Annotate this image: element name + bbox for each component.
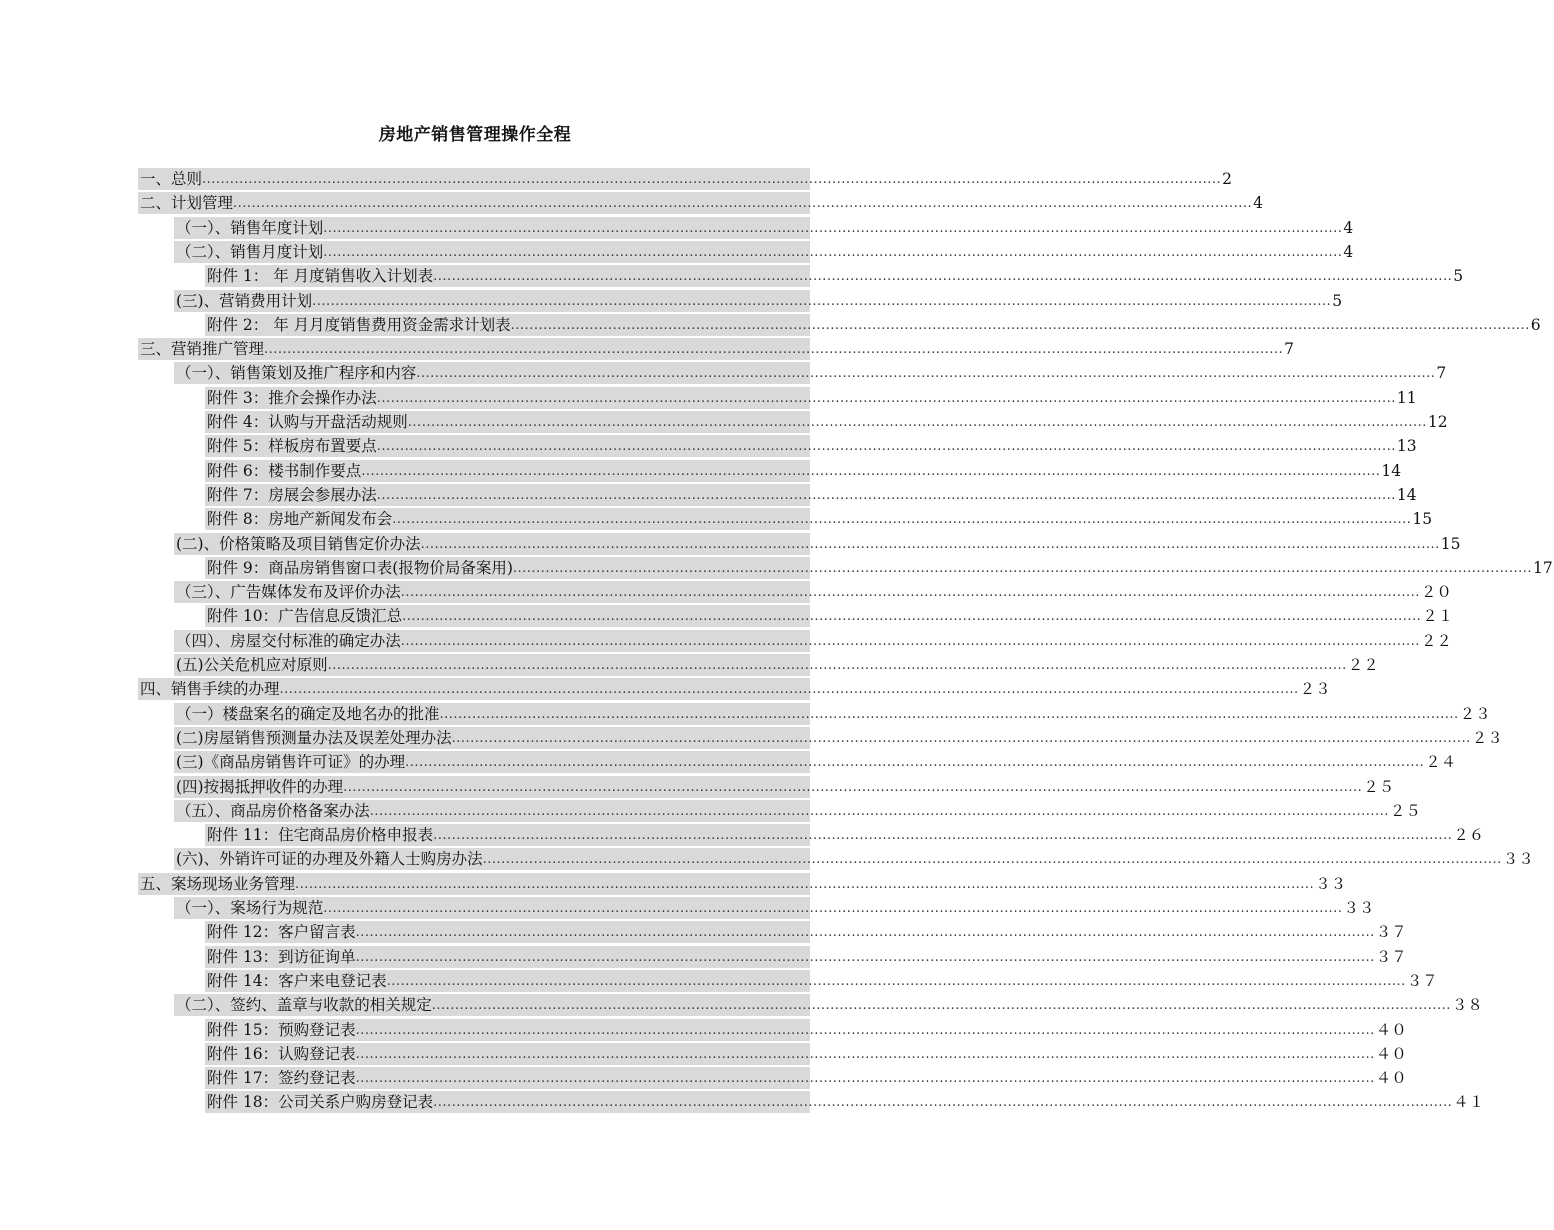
toc-entry[interactable] xyxy=(174,290,1343,312)
toc-entry[interactable] xyxy=(205,1019,1407,1041)
toc-entry-page: ２２ xyxy=(1420,631,1452,650)
toc-dot-leader: ............................................................................................................................................................................................................................ xyxy=(361,463,1381,479)
toc-entry-page: 4 xyxy=(1343,218,1354,237)
toc-dot-leader: ............................................................................................................................................................................................................................ xyxy=(323,244,1343,260)
toc-entry-page: ４０ xyxy=(1375,1020,1407,1039)
toc-dot-leader: ............................................................................................................................................................................................................................ xyxy=(431,998,1451,1014)
toc-entry-label: 附件 16：认购登记表 xyxy=(207,1044,356,1063)
toc-entry-page: ３７ xyxy=(1375,923,1407,942)
toc-entry-label: 附件 8：房地产新闻发布会 xyxy=(207,510,393,529)
toc-entry-page: ２５ xyxy=(1363,777,1395,796)
toc-entry[interactable] xyxy=(138,338,1295,360)
toc-entry[interactable] xyxy=(138,678,1331,700)
toc-dot-leader: ............................................................................................................................................................................................................................ xyxy=(451,730,1471,746)
toc-dot-leader: ............................................................................................................................................................................................................................ xyxy=(233,196,1253,212)
toc-dot-leader: ............................................................................................................................................................................................................................ xyxy=(355,1022,1375,1038)
toc-entry-page: 11 xyxy=(1396,388,1417,407)
toc-entry[interactable] xyxy=(174,533,1461,555)
toc-entry-page: 7 xyxy=(1436,364,1447,383)
toc-entry-page: ４０ xyxy=(1375,1044,1407,1063)
toc-entry[interactable] xyxy=(205,921,1407,943)
toc-entry[interactable] xyxy=(205,1043,1407,1065)
toc-entry-page: 17 xyxy=(1533,558,1553,577)
toc-entry[interactable] xyxy=(205,1067,1407,1089)
toc-dot-leader: ............................................................................................................................................................................................................................ xyxy=(264,342,1284,358)
toc-dot-leader: ............................................................................................................................................................................................................................ xyxy=(512,560,1533,576)
toc-entry-label: 附件 17：签约登记表 xyxy=(207,1069,356,1088)
toc-dot-leader: ............................................................................................................................................................................................................................ xyxy=(355,949,1375,965)
toc-entry-label: 附件 2： 年 月月度销售费用资金需求计划表 xyxy=(207,315,511,334)
toc-entry[interactable] xyxy=(174,727,1503,749)
toc-entry-label: (五)公关危机应对原则 xyxy=(176,656,328,674)
toc-entry-page: ３７ xyxy=(1375,947,1407,966)
toc-entry-page: ３３ xyxy=(1502,850,1534,869)
toc-dot-leader: ............................................................................................................................................................................................................................ xyxy=(355,925,1375,941)
toc-entry-label: 附件 18：公司关系户购房登记表 xyxy=(207,1093,434,1112)
toc-dot-leader: ............................................................................................................................................................................................................................ xyxy=(376,390,1396,406)
toc-dot-leader: ............................................................................................................................................................................................................................ xyxy=(343,779,1363,795)
toc-dot-leader: ............................................................................................................................................................................................................................ xyxy=(439,706,1459,722)
toc-entry-page: ２６ xyxy=(1453,826,1485,845)
toc-entry[interactable] xyxy=(174,217,1354,239)
toc-entry[interactable] xyxy=(174,581,1452,603)
toc-entry[interactable] xyxy=(174,751,1457,773)
toc-entry-label: 附件 7：房展会参展办法 xyxy=(207,485,377,504)
toc-entry-label: (四)按揭抵押收件的办理 xyxy=(176,777,344,796)
toc-entry-page: ２０ xyxy=(1420,583,1452,602)
toc-entry-label: 五、案场现场业务管理 xyxy=(140,874,296,893)
toc-entry-page: ２１ xyxy=(1422,607,1454,626)
toc-entry-label: 附件 12：客户留言表 xyxy=(207,923,356,942)
document-title: 房地产销售管理操作全程 xyxy=(378,125,572,145)
toc-entry-label: 附件 13：到访征询单 xyxy=(207,947,356,966)
toc-entry-label: 附件 10：广告信息反馈汇总 xyxy=(207,607,403,626)
toc-entry-label: (三)、营销费用计划 xyxy=(176,291,313,310)
toc-dot-leader: ............................................................................................................................................................................................................................ xyxy=(376,439,1396,455)
toc-entry-page: 15 xyxy=(1412,510,1433,529)
toc-dot-leader: ............................................................................................................................................................................................................................ xyxy=(355,1046,1375,1062)
toc-entry-label: 附件 6：楼书制作要点 xyxy=(207,461,362,480)
toc-entry-page: 4 xyxy=(1253,194,1264,213)
toc-dot-leader: ............................................................................................................................................................................................................................ xyxy=(202,172,1222,187)
toc-dot-leader: ............................................................................................................................................................................................................................ xyxy=(323,901,1343,916)
toc-entry-label: 三、营销推广管理 xyxy=(140,340,265,359)
toc-entry-page: ２４ xyxy=(1425,753,1457,772)
toc-entry[interactable] xyxy=(205,557,1553,579)
toc-entry-label: 四、销售手续的办理 xyxy=(140,680,280,699)
toc-entry[interactable] xyxy=(205,411,1448,433)
toc-dot-leader: ............................................................................................................................................................................................................................ xyxy=(402,609,1422,625)
toc-dot-leader: ............................................................................................................................................................................................................................ xyxy=(376,487,1396,503)
toc-dot-leader: ............................................................................................................................................................................................................................ xyxy=(420,536,1440,552)
toc-entry-label: 附件 4：认购与开盘活动规则 xyxy=(207,413,408,431)
toc-entry-label: (三)《商品房销售许可证》的办理 xyxy=(176,753,406,772)
toc-entry[interactable] xyxy=(138,168,1233,190)
toc-entry[interactable] xyxy=(174,630,1452,652)
toc-dot-leader: ............................................................................................................................................................................................................................ xyxy=(312,293,1332,309)
toc-entry[interactable] xyxy=(205,435,1417,457)
toc-entry-label: （三）、广告媒体发布及评价办法 xyxy=(176,583,401,602)
toc-entry[interactable] xyxy=(205,508,1433,530)
toc-entry-label: 附件 9：商品房销售窗口表(报物价局备案用) xyxy=(207,558,513,577)
toc-entry-page: 5 xyxy=(1332,291,1343,310)
toc-entry-page: ４０ xyxy=(1375,1069,1407,1088)
toc-entry[interactable] xyxy=(174,897,1375,919)
toc-entry-page: ２３ xyxy=(1459,704,1491,723)
toc-dot-leader: ............................................................................................................................................................................................................................ xyxy=(416,366,1436,382)
toc-entry-label: 附件 5：样板房布置要点 xyxy=(207,437,377,456)
toc-entry[interactable] xyxy=(174,241,1354,263)
toc-entry-label: 附件 14：客户来电登记表 xyxy=(207,971,387,990)
toc-entry[interactable] xyxy=(205,1091,1485,1113)
toc-entry-page: ３３ xyxy=(1343,899,1375,917)
toc-entry[interactable] xyxy=(205,824,1485,846)
toc-entry[interactable] xyxy=(174,362,1447,384)
toc-dot-leader: ............................................................................................................................................................................................................................ xyxy=(407,415,1427,430)
toc-entry-page: ２２ xyxy=(1347,656,1379,674)
toc-entry-page: 4 xyxy=(1343,242,1354,261)
toc-entry-label: 附件 15：预购登记表 xyxy=(207,1020,356,1039)
toc-entry-label: 附件 1： 年 月度销售收入计划表 xyxy=(207,267,434,286)
toc-entry[interactable] xyxy=(205,484,1417,506)
toc-entry-page: 12 xyxy=(1427,413,1448,431)
toc-entry-label: （四）、房屋交付标准的确定办法 xyxy=(176,631,401,650)
toc-entry[interactable] xyxy=(174,848,1534,870)
toc-entry-label: 二、计划管理 xyxy=(140,194,234,213)
toc-entry[interactable] xyxy=(174,654,1379,676)
toc-dot-leader: ............................................................................................................................................................................................................................ xyxy=(433,828,1453,844)
toc-dot-leader: ............................................................................................................................................................................................................................ xyxy=(400,633,1420,649)
toc-entry-page: ４１ xyxy=(1453,1093,1485,1112)
toc-entry-page: 14 xyxy=(1381,461,1402,480)
toc-dot-leader: ............................................................................................................................................................................................................................ xyxy=(433,1095,1453,1111)
toc-dot-leader: ............................................................................................................................................................................................................................ xyxy=(355,1071,1375,1087)
toc-dot-leader: ............................................................................................................................................................................................................................ xyxy=(400,585,1420,601)
toc-dot-leader: ............................................................................................................................................................................................................................ xyxy=(392,512,1412,528)
toc-entry-label: （一）楼盘案名的确定及地名办的批准 xyxy=(176,704,440,723)
toc-dot-leader: ............................................................................................................................................................................................................................ xyxy=(510,317,1530,333)
toc-dot-leader: ............................................................................................................................................................................................................................ xyxy=(279,682,1299,698)
toc-entry[interactable] xyxy=(138,873,1347,895)
toc-entry-page: 15 xyxy=(1440,534,1461,553)
toc-entry[interactable] xyxy=(205,265,1464,287)
toc-entry-label: (二)房屋销售预测量办法及误差处理办法 xyxy=(176,728,452,747)
toc-entry-label: （五）、商品房价格备案办法 xyxy=(176,801,370,820)
toc-entry[interactable] xyxy=(205,970,1438,992)
toc-entry-label: (六)、外销许可证的办理及外籍人士购房办法 xyxy=(176,850,483,869)
toc-entry[interactable] xyxy=(205,946,1407,968)
toc-entry-page: 7 xyxy=(1284,340,1295,359)
toc-entry[interactable] xyxy=(174,703,1491,725)
toc-entry-label: （二）、签约、盖章与收款的相关规定 xyxy=(176,996,432,1015)
toc-entry[interactable] xyxy=(205,460,1402,482)
toc-dot-leader: ............................................................................................................................................................................................................................ xyxy=(482,852,1502,868)
toc-dot-leader: ............................................................................................................................................................................................................................ xyxy=(295,876,1315,892)
toc-entry-page: 13 xyxy=(1396,437,1417,456)
toc-dot-leader: ............................................................................................................................................................................................................................ xyxy=(327,658,1347,673)
toc-dot-leader: ............................................................................................................................................................................................................................ xyxy=(405,755,1425,771)
toc-dot-leader: ............................................................................................................................................................................................................................ xyxy=(323,220,1343,236)
toc-entry-label: （二）、销售月度计划 xyxy=(176,242,324,261)
toc-entry[interactable] xyxy=(174,994,1483,1016)
toc-entry-page: 6 xyxy=(1530,315,1541,334)
toc-entry-page: ２３ xyxy=(1299,680,1331,699)
toc-entry[interactable] xyxy=(205,605,1454,627)
toc-entry-label: （一）、案场行为规范 xyxy=(176,899,324,917)
toc-entry-label: （一）、销售策划及推广程序和内容 xyxy=(176,364,417,383)
toc-entry-label: 附件 3：推介会操作办法 xyxy=(207,388,377,407)
toc-entry-label: （一）、销售年度计划 xyxy=(176,218,324,237)
toc-entry[interactable] xyxy=(174,776,1395,798)
toc-entry-label: 一、总则 xyxy=(140,170,203,188)
toc-entry-label: (二)、价格策略及项目销售定价办法 xyxy=(176,534,421,553)
toc-entry[interactable] xyxy=(174,800,1421,822)
toc-entry-label: 附件 11：住宅商品房价格申报表 xyxy=(207,826,434,845)
toc-entry[interactable] xyxy=(138,192,1264,214)
toc-entry-page: 14 xyxy=(1396,485,1417,504)
toc-entry-page: ３８ xyxy=(1451,996,1483,1015)
toc-entry-page: 2 xyxy=(1222,170,1233,188)
toc-dot-leader: ............................................................................................................................................................................................................................ xyxy=(433,269,1453,285)
toc-entry[interactable] xyxy=(205,387,1417,409)
toc-dot-leader: ............................................................................................................................................................................................................................ xyxy=(369,803,1389,819)
toc-entry-page: ３７ xyxy=(1406,971,1438,990)
toc-entry-page: ２３ xyxy=(1471,728,1503,747)
toc-entry-page: ３３ xyxy=(1315,874,1347,893)
toc-dot-leader: ............................................................................................................................................................................................................................ xyxy=(386,973,1406,989)
toc-entry-page: 5 xyxy=(1453,267,1464,286)
toc-entry[interactable] xyxy=(205,314,1541,336)
toc-entry-page: ２５ xyxy=(1389,801,1421,820)
